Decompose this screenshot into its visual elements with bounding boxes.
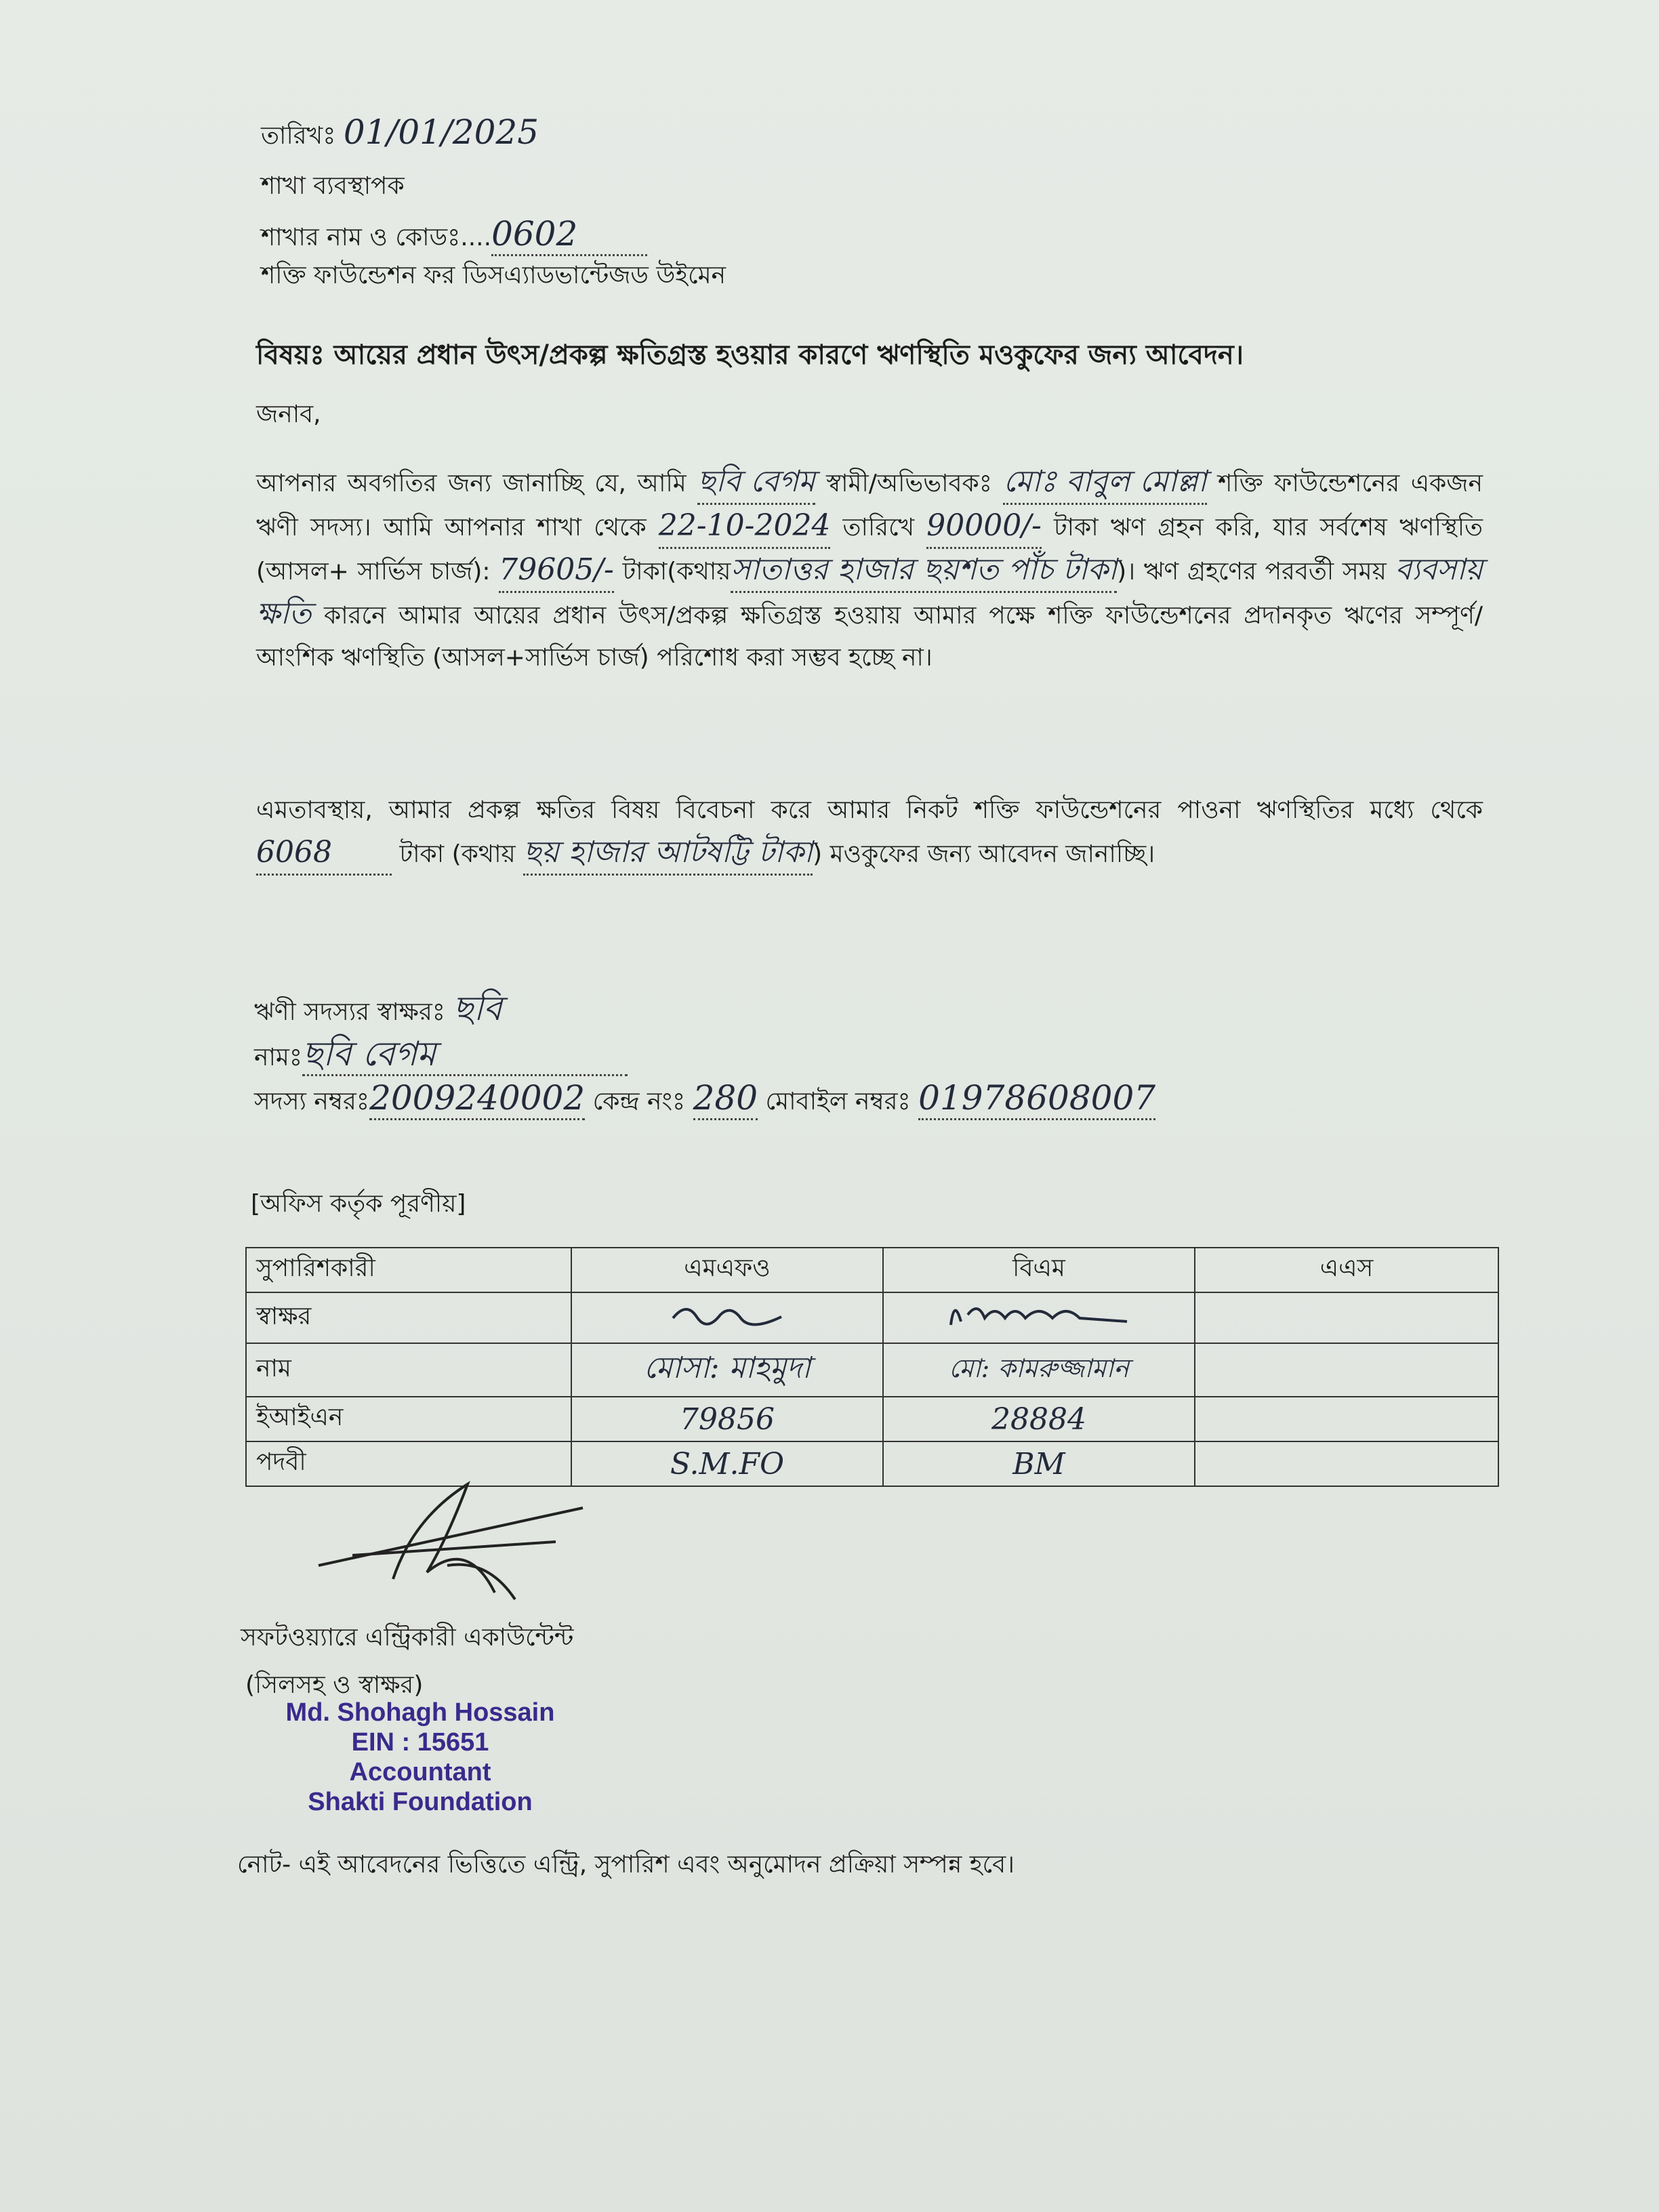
- date-label: তারিখঃ: [261, 122, 336, 150]
- row-label-name: নাম: [246, 1343, 571, 1397]
- header-mfo: এমএফও: [571, 1248, 883, 1292]
- organization-name: শক্তি ফাউন্ডেশন ফর ডিসএ্যাডভান্টেজড উইমেন: [261, 262, 726, 289]
- mfo-signature: [571, 1292, 883, 1343]
- loan-amount: 90000/-: [926, 505, 1042, 549]
- member-signature-label: ঋণী সদস্যর স্বাক্ষরঃ: [254, 998, 445, 1026]
- date-line: [261, 112, 539, 152]
- member-no: 2009240002: [369, 1078, 585, 1120]
- p2-text-c: ) মওকুফের জন্য আবেদন জানাচ্ছি।: [813, 840, 1155, 868]
- mfo-ein: 79856: [571, 1397, 883, 1441]
- seal-note: (সিলসহ ও স্বাক্ষর): [245, 1671, 424, 1699]
- salutation: জনাব,: [256, 401, 321, 428]
- addressee: শাখা ব্যবস্থাপক: [261, 172, 405, 200]
- p1-text-e: টাকা ঋণ গ্রহন করি, যার সর্বশেষ ঋণস্থিতি (আসল+ সার্ভিস চার্জ):: [256, 514, 1483, 586]
- mobile-label: মোবাইল নম্বরঃ: [765, 1088, 911, 1115]
- mfo-name: মোসা: মাহমুদা: [571, 1343, 883, 1397]
- bm-signature-mark: [937, 1294, 1141, 1335]
- mfo-signature-mark: [666, 1298, 788, 1332]
- header-recommender: সুপারিশকারী: [246, 1248, 571, 1292]
- p1-text-a: আপনার অবগতির জন্য জানাচ্ছি যে, আমি: [256, 470, 687, 497]
- header-bm: বিএম: [883, 1248, 1195, 1292]
- accountant-title: সফটওয়্যারে এন্ট্রিকারী একাউন্টেন্ট: [241, 1624, 574, 1652]
- accountant-signature: [312, 1477, 596, 1606]
- member-id-line: [254, 1078, 1155, 1120]
- branch-label: শাখার নাম ও কোডঃ....: [261, 224, 492, 251]
- p2-text-b: টাকা (কথায়: [399, 840, 516, 868]
- p1-text-f: টাকা(কথায়: [622, 558, 731, 586]
- table-row: [246, 1397, 1498, 1441]
- as-designation: [1195, 1441, 1498, 1486]
- balance-amount: 79605/-: [499, 549, 614, 593]
- loss-cause: ব্যবসায় ক্ষতি: [256, 552, 1483, 631]
- table-row: [246, 1343, 1498, 1397]
- loan-date: 22-10-2024: [659, 505, 831, 549]
- p1-text-c: শক্তি ফাউন্ডেশনের একজন ঋণী সদস্য। আমি আপনার শাখা থেকে: [256, 470, 1483, 541]
- member-name-label: নামঃ: [254, 1044, 303, 1071]
- stamp-org: Shakti Foundation: [308, 1788, 533, 1816]
- as-name: [1195, 1343, 1498, 1397]
- bm-ein: 28884: [883, 1397, 1195, 1441]
- table-row: [246, 1292, 1498, 1343]
- stamp-role: Accountant: [349, 1758, 491, 1786]
- waiver-in-words: ছয় হাজার আটষট্টি টাকা: [523, 832, 813, 876]
- stamp-name: Md. Shohagh Hossain: [285, 1698, 555, 1727]
- stamp-ein: EIN : 15651: [351, 1728, 489, 1757]
- p2-text-a: এমতাবস্থায়, আমার প্রকল্প ক্ষতির বিষয় বিবেচনা করে আমার নিকট শক্তি ফাউন্ডেশনের পাওনা ঋণস্থিতির মধ্যে থেকে: [256, 796, 1483, 824]
- member-signature-line: [254, 988, 502, 1029]
- member-signature: ছবি: [453, 989, 502, 1028]
- member-no-label: সদস্য নম্বরঃ: [254, 1088, 370, 1115]
- balance-in-words: সাতাত্তর হাজার ছয়শত পাঁচ টাকা: [731, 549, 1117, 593]
- waiver-amount: 6068: [256, 832, 392, 876]
- member-name-line: [254, 1033, 628, 1076]
- mfo-designation: S.M.FO: [571, 1441, 883, 1486]
- office-table-header: [246, 1248, 1498, 1292]
- member-name: ছবি বেগম: [302, 1033, 628, 1076]
- header-as: এএস: [1195, 1248, 1498, 1292]
- as-signature: [1195, 1292, 1498, 1343]
- accountant-stamp: [271, 1698, 569, 1817]
- subject: বিষয়ঃ আয়ের প্রধান উৎস/প্রকল্প ক্ষতিগ্রস্ত হওয়ার কারণে ঋণস্থিতি মওকুফের জন্য আবেদন।: [256, 340, 1244, 371]
- branch-code: 0602: [491, 213, 647, 256]
- center-label: কেন্দ্র নংঃ: [592, 1088, 686, 1115]
- note: নোট- এই আবেদনের ভিত্তিতে এন্ট্রি, সুপারিশ এবং অনুমোদন প্রক্রিয়া সম্পন্ন হবে।: [237, 1851, 1015, 1879]
- applicant-name: ছবি বেগম: [697, 461, 815, 505]
- office-table: [245, 1247, 1499, 1487]
- row-label-signature: স্বাক্ষর: [246, 1292, 571, 1343]
- p1-text-d: তারিখে: [842, 514, 915, 541]
- p1-text-g: )। ঋণ গ্রহণের পরবর্তী সময়: [1117, 558, 1387, 586]
- row-label-ein: ইআইএন: [246, 1397, 571, 1441]
- bm-designation: BM: [883, 1441, 1195, 1486]
- bm-signature: [883, 1292, 1195, 1343]
- date-value: 01/01/2025: [343, 112, 539, 152]
- center-no: 280: [693, 1078, 758, 1120]
- row-label-designation: পদবী: [246, 1441, 571, 1486]
- paragraph-2: [256, 790, 1483, 876]
- p1-text-h: কারনে আমার আয়ের প্রধান উৎস/প্রকল্প ক্ষতিগ্রস্ত হওয়ায় আমার পক্ষে শক্তি ফাউন্ডেশনের প্রদানকৃত ঋণের সম্পূর্ণ/আংশিক ঋণস্থিতি (আসল+সার্ভিস চার্জ) পরিশোধ করা সম্ভব হচ্ছে না।: [256, 602, 1483, 672]
- bm-name: মো: কামরুজ্জামান: [883, 1343, 1195, 1397]
- office-heading: [অফিস কর্তৃক পূরণীয়]: [251, 1190, 466, 1218]
- mobile-no: 01978608007: [918, 1078, 1155, 1120]
- paragraph-1: [256, 461, 1483, 679]
- p1-text-b: স্বামী/অভিভাবকঃ: [826, 470, 992, 497]
- branch-line: [261, 213, 647, 256]
- as-ein: [1195, 1397, 1498, 1441]
- guardian-name: মোঃ বাবুল মোল্লা: [1003, 461, 1206, 505]
